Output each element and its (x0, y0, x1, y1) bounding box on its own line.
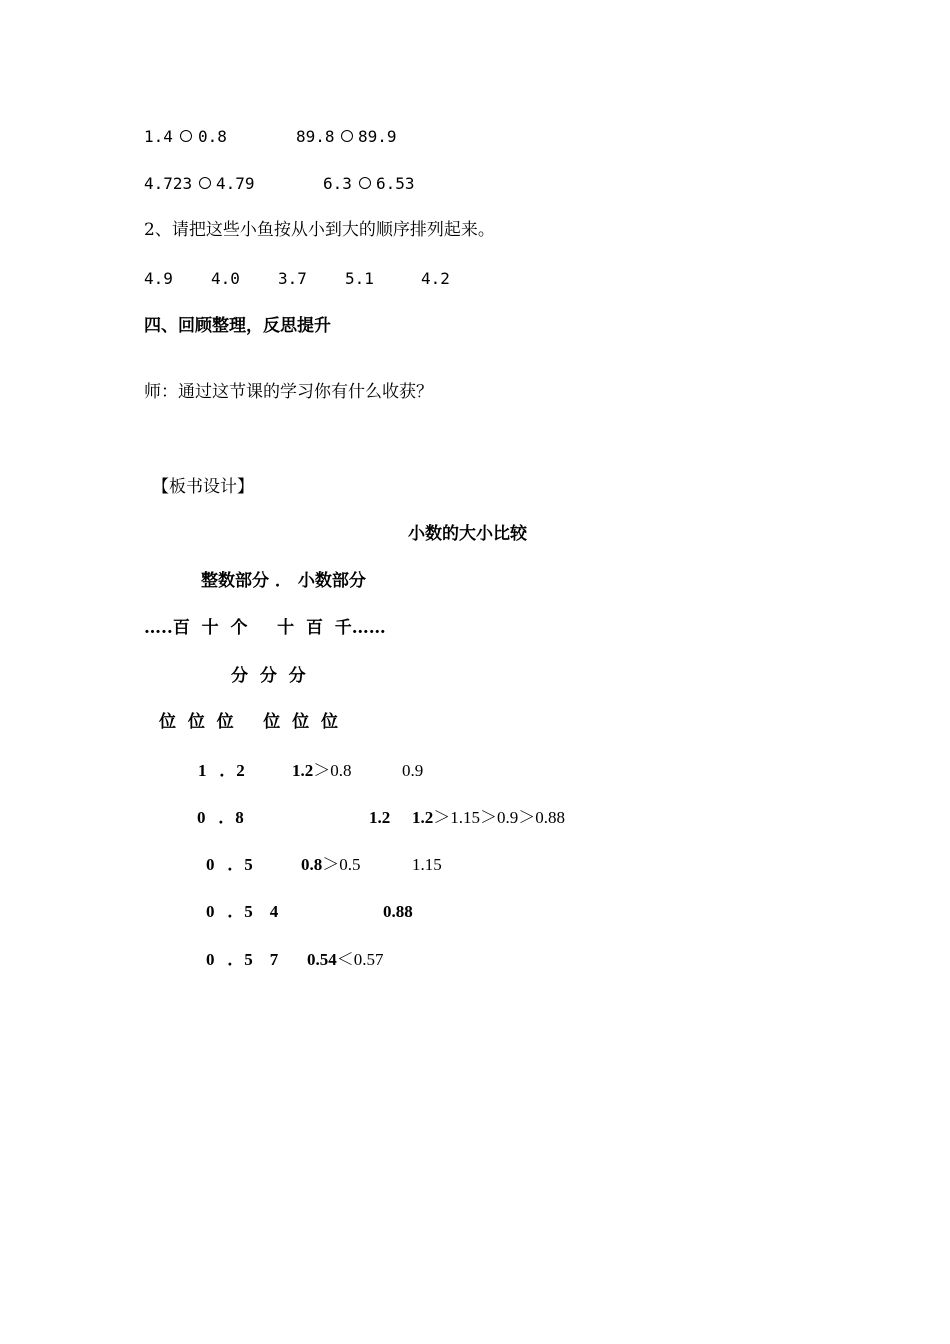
fish-number: 3.7 (278, 269, 307, 288)
place-value-row-2: 分 分 分 (231, 666, 306, 686)
board-extra: 0.88 (383, 902, 413, 921)
compare-2b: 4.79 (216, 174, 255, 193)
compare-circle[interactable] (180, 130, 192, 142)
board-compare (412, 809, 565, 826)
board-digits: 0 ．5 4 (206, 902, 279, 921)
board-compare-bold: 0.8 (301, 855, 323, 874)
compare-1a: 1.4 (144, 127, 173, 146)
board-extra: 1.15 (412, 855, 442, 874)
fish-number: 5.1 (345, 269, 374, 288)
board-digits: 0 ．5 7 (206, 950, 279, 969)
fish-number: 4.2 (421, 269, 450, 288)
teacher-question: 师：通过这节课的学习你有什么收获？ (144, 382, 433, 402)
integer-decimal-parts: 整数部分 ． 小数部分 (201, 571, 366, 591)
section-heading: 四、回顾整理，反思提升 (144, 316, 331, 336)
board-title: 小数的大小比较 (408, 524, 527, 544)
board-digits: 0 ．5 (206, 855, 253, 874)
compare-1c: 89.8 (296, 127, 335, 146)
compare-circle[interactable] (359, 177, 371, 189)
board-compare-bold: 0.54 (307, 950, 337, 969)
board-compare (301, 856, 361, 873)
board-compare-rest: ＞0.8 (313, 761, 352, 780)
compare-2a: 4.723 (144, 174, 193, 193)
board-mid: 1.2 (369, 808, 391, 827)
board-digits: 0 ．8 (197, 808, 244, 827)
board-extra: 0.9 (402, 761, 424, 780)
exercise-2-prompt: 2、请把这些小鱼按从小到大的顺序排列起来。 (144, 220, 495, 240)
board-compare (307, 951, 384, 968)
compare-1b: 0.8 (198, 127, 227, 146)
place-value-row-3: 位 位 位 位 位 位 (159, 712, 338, 732)
board-digits: 1 ．2 (198, 761, 245, 780)
compare-1d: 89.9 (358, 127, 397, 146)
compare-circle[interactable] (199, 177, 211, 189)
place-value-row-1: …..百 十 个 十 百 千…… (144, 618, 386, 638)
compare-2c: 6.3 (323, 174, 352, 193)
board-compare-bold: 1.2 (412, 808, 434, 827)
board-compare (292, 762, 352, 779)
compare-2d: 6.53 (376, 174, 415, 193)
board-compare-rest: ＞0.5 (322, 855, 361, 874)
board-compare-bold: 1.2 (292, 761, 314, 780)
fish-number: 4.0 (211, 269, 240, 288)
fish-number: 4.9 (144, 269, 173, 288)
board-compare-rest: ＜0.57 (336, 950, 384, 969)
board-label: 【板书设计】 (152, 477, 254, 497)
compare-circle[interactable] (341, 130, 353, 142)
board-compare-rest: ＞1.15＞0.9＞0.88 (433, 808, 565, 827)
